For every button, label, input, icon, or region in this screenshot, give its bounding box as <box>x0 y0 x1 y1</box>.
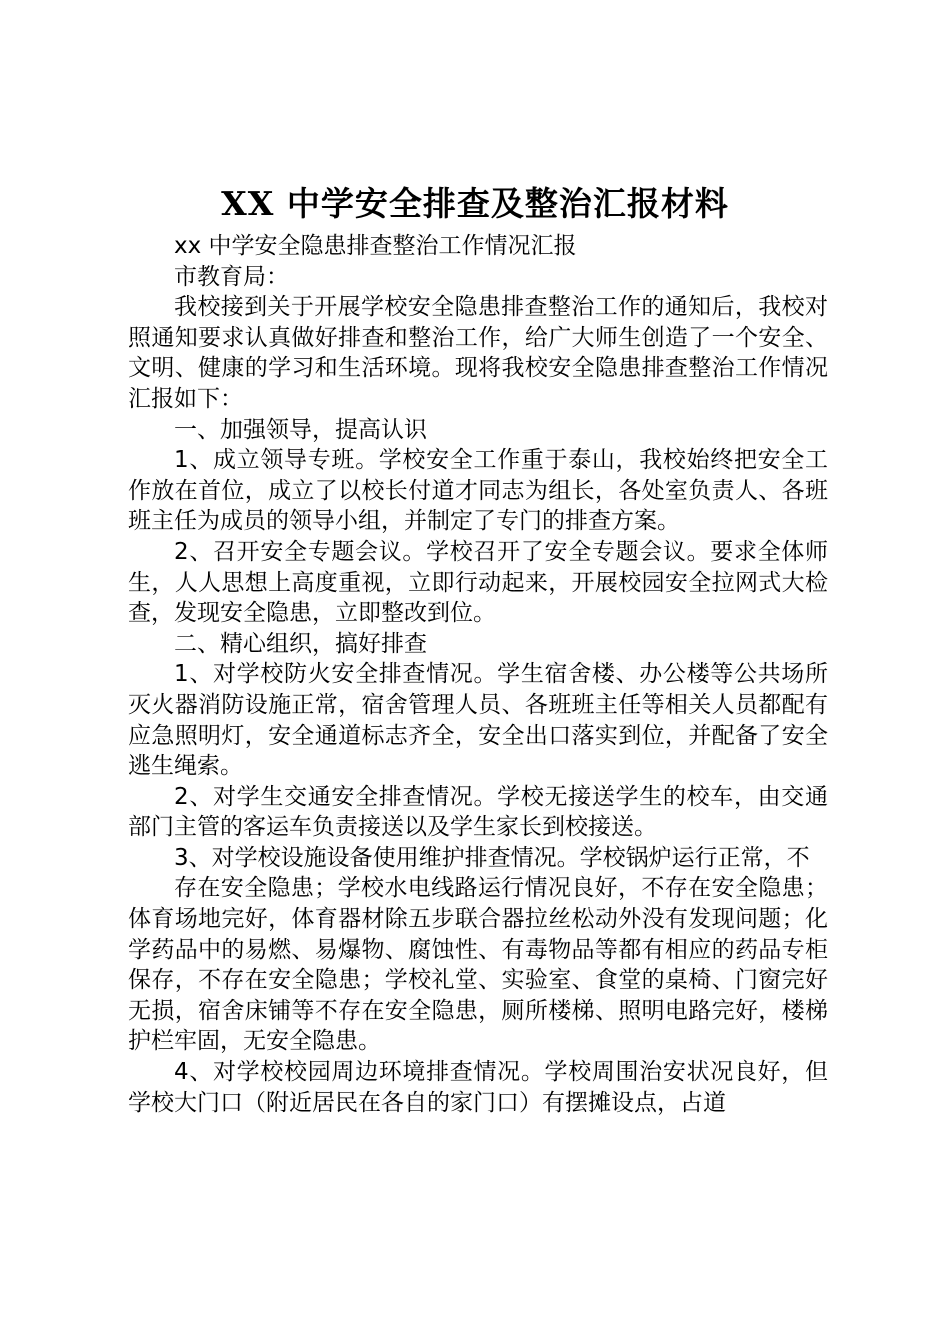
section-heading-2: 二、精心组织，搞好排查 <box>174 630 427 657</box>
paragraph-1-1: 1、成立领导专班。学校安全工作重于泰山，我校始终把安全工作放在首位，成立了以校长付道才同志为组长，各处室负责人、各班班主任为成员的领导小组，并制定了专门的排查方案。 <box>128 447 828 535</box>
paragraph-2-1: 1、对学校防火安全排查情况。学生宿舍楼、办公楼等公共场所灭火器消防设施正常，宿舍管理人员、各班班主任等相关人员都配有应急照明灯，安全通道标志齐全，安全出口落实到位，并配备了安全逃生绳索。 <box>128 661 828 780</box>
paragraph-2-3-cont: 存在安全隐患；学校水电线路运行情况良好，不存在安全隐患；体育场地完好，体育器材除五步联合器拉丝松动外没有发现问题；化学药品中的易燃、易爆物、腐蚀性、有毒物品等都有相应的药品专柜保存，不存在安全隐患；学校礼堂、实验室、食堂的桌椅、门窗完好无损，宿舍床铺等不存在安全隐患，厕所楼梯、照明电路完好，楼梯护栏牢固，无安全隐患。 <box>128 875 828 1055</box>
paragraph-2-4: 4、对学校校园周边环境排查情况。学校周围治安状况良好，但学校大门口（附近居民在各自的家门口）有摆摊设点，占道 <box>128 1059 828 1116</box>
section-heading-1: 一、加强领导，提高认识 <box>174 416 427 443</box>
report-subtitle: xx 中学安全隐患排查整治工作情况汇报 <box>174 233 577 259</box>
document-body <box>128 231 828 1118</box>
paragraph-2-3: 3、对学校设施设备使用维护排查情况。学校锅炉运行正常，不 <box>174 844 810 871</box>
paragraph-intro: 我校接到关于开展学校安全隐患排查整治工作的通知后，我校对照通知要求认真做好排查和整治工作，给广大师生创造了一个安全、文明、健康的学习和生活环境。现将我校安全隐患排查整治工作情况汇报如下： <box>128 294 828 412</box>
paragraph-2-2: 2、对学生交通安全排查情况。学校无接送学生的校车，由交通部门主管的客运车负责接送以及学生家长到校接送。 <box>128 783 828 841</box>
document-title: XX 中学安全排查及整治汇报材料 <box>221 184 729 223</box>
paragraph-1-2: 2、召开安全专题会议。学校召开了安全专题会议。要求全体师生，人人思想上高度重视，立即行动起来，开展校园安全拉网式大检查，发现安全隐患，立即整改到位。 <box>128 538 828 627</box>
addressee: 市教育局： <box>174 263 289 290</box>
